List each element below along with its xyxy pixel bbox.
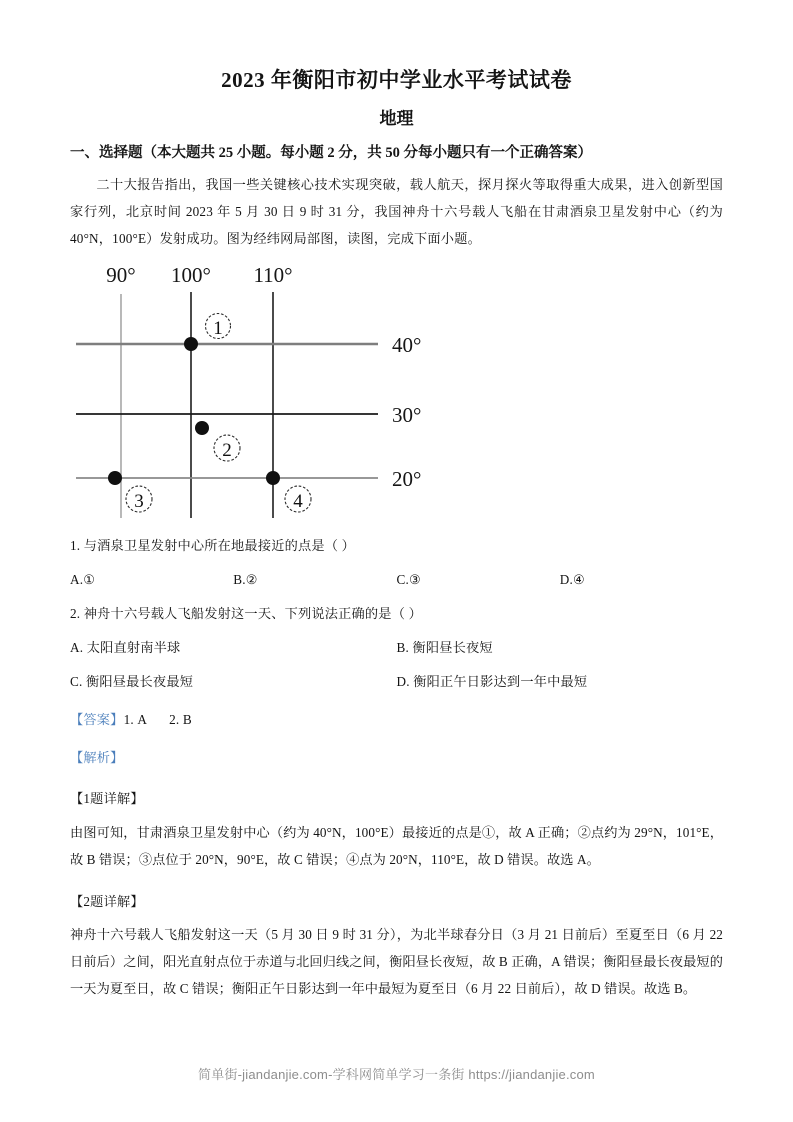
latlon-grid-figure (66, 256, 466, 524)
detail-2-heading: 【2题详解】 (70, 893, 144, 909)
question-1-option-a[interactable]: A.① (70, 572, 96, 588)
analysis-tag: 【解析】 (70, 750, 124, 766)
detail-1-body: 由图可知，甘肃酒泉卫星发射中心（约为 40°N，100°E）最接近的点是①，故 A 正确；②点约为 29°N，101°E，故 B 错误；③点位于 20°N，90°E，故 C 错误；④点为 20°N，110°E，故 D 错误。故选 A。 (70, 824, 723, 867)
question-2-option-b[interactable]: B. 衡阳昼长夜短 (396, 640, 493, 656)
answer-line (70, 694, 723, 732)
longitude-label-90: 90° (106, 262, 136, 287)
intro-paragraph: 二十大报告指出，我国一些关键核心技术实现突破，载人航天，探月探火等取得重大成果，进入创新型国家行列，北京时间 2023 年 5 月 30 日 9 时 31 分，我国神舟十六号载人飞船在甘肃酒泉卫星发射中心（约为 40°N，100°E）发射成功。图为经纬网局部图，读图，完成下面小题。 (70, 176, 723, 246)
question-2-option-c[interactable]: C. 衡阳昼最长夜最短 (70, 674, 194, 690)
grid-point-2-dot (195, 421, 209, 435)
question-1-option-d[interactable]: D.④ (559, 572, 585, 588)
content-area (70, 143, 723, 1002)
grid-point-4-dot (266, 471, 280, 485)
detail-1-heading: 【1题详解】 (70, 791, 144, 807)
latitude-label-20: 20° (392, 466, 422, 491)
answer-tag: 【答案】 (70, 712, 124, 728)
question-2-options-row-1 (70, 626, 723, 660)
detail-2-body: 神舟十六号载人飞船发射这一天（5 月 30 日 9 时 31 分），为北半球春分日（3 月 21 日前后）至夏至日（6 月 22 日前后）之间，阳光直射点位于赤道与北回归线之间，衡阳昼长夜短，故 B 正确，A 错误；衡阳昼最长夜最短的一天为夏至日，故 C 错误；衡阳正午日影达到一年中最短为夏至日（6 月 22 日前后），故 D 错误。故选 B。 (70, 926, 723, 996)
subject-title: 地理 (379, 109, 414, 129)
grid-point-3-dot (108, 471, 122, 485)
question-2-options-row-2 (70, 660, 723, 694)
grid-point-2-label: 2 (222, 439, 232, 461)
section-heading: 一、选择题（本大题共 25 小题。每小题 2 分，共 50 分每小题只有一个正确答案） (70, 145, 592, 161)
question-1-options (70, 558, 723, 592)
question-1-option-b[interactable]: B.② (233, 572, 258, 588)
question-1-option-c[interactable]: C.③ (396, 572, 422, 588)
longitude-label-100: 100° (171, 262, 211, 287)
question-2-option-a[interactable]: A. 太阳直射南半球 (70, 640, 181, 656)
question-2-option-d[interactable]: D. 衡阳正午日影达到一年中最短 (396, 674, 588, 690)
grid-point-1-label: 1 (213, 317, 223, 339)
grid-point-3-label: 3 (134, 490, 144, 512)
grid-point-1-dot (184, 337, 198, 351)
question-1-stem: 1. 与酒泉卫星发射中心所在地最接近的点是（ ） (70, 537, 356, 553)
latitude-label-40: 40° (392, 332, 422, 357)
grid-point-4-label: 4 (293, 490, 303, 512)
page-title: 2023 年衡阳市初中学业水平考试试卷 (221, 68, 572, 92)
longitude-label-110: 110° (253, 262, 293, 287)
answer-item-2: 2. B (169, 712, 192, 728)
footer-watermark: 简单街-jiandanjie.com-学科网简单学习一条街 https://jiandanjie.com (198, 1067, 595, 1082)
latitude-label-30: 30° (392, 402, 422, 427)
analysis-line (70, 732, 723, 770)
answer-item-1: 1. A (123, 712, 148, 728)
question-2-stem: 2. 神舟十六号载人飞船发射这一天、下列说法正确的是（ ） (70, 606, 422, 622)
